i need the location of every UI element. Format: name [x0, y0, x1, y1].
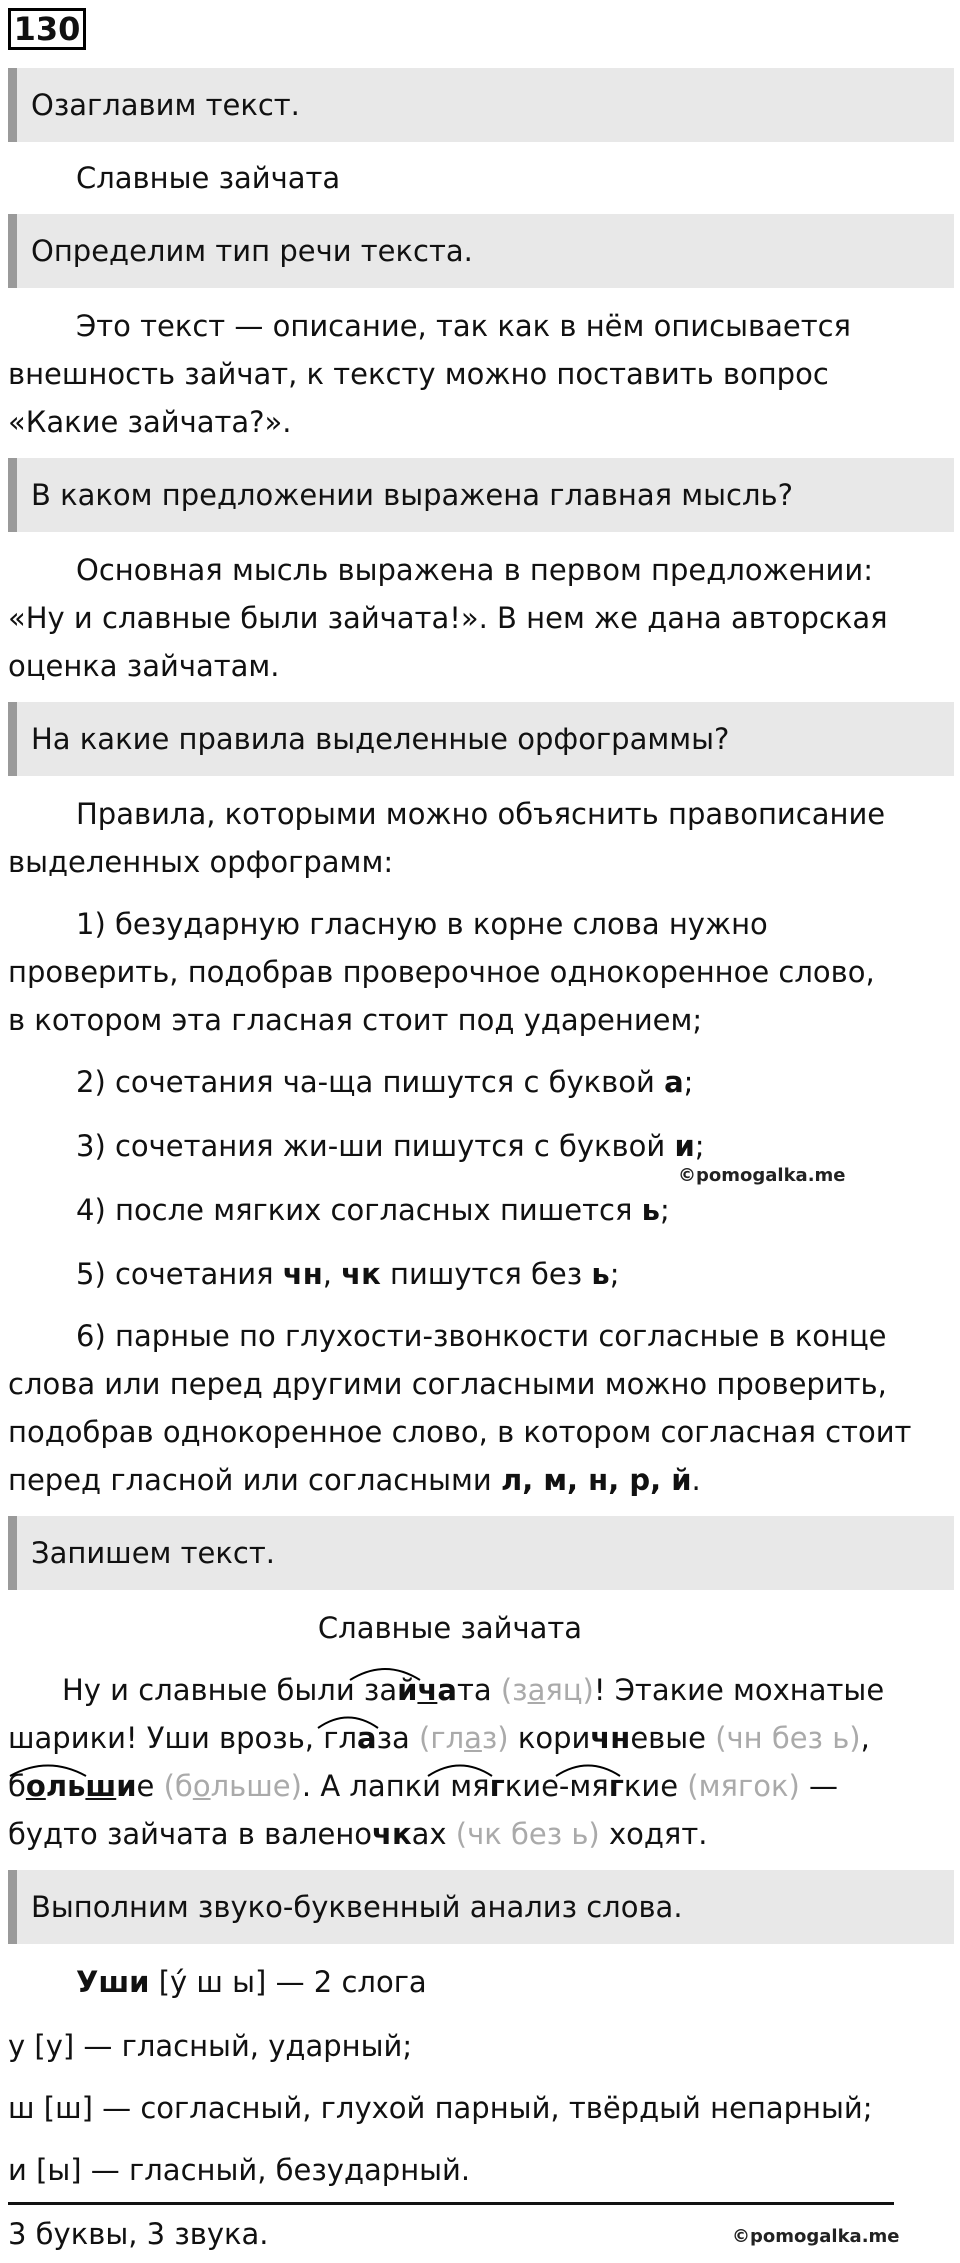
analysis-line: ш [ш] — согласный, глухой парный, твёрдый непарный; — [8, 2091, 873, 2125]
rule-5: 5) сочетания чн, чк пишутся без ь; — [76, 1257, 620, 1291]
text-line: Ну и славные были зайчата (заяц)! Этакие мохнатые — [62, 1673, 885, 1707]
task-number: 130 — [8, 8, 86, 50]
rule-6-line: слова или перед другими согласными можно проверить, — [8, 1367, 887, 1401]
rule-6-line: 6) парные по глухости-звонкости согласные в конце — [76, 1319, 887, 1353]
root-arc — [556, 1766, 620, 1777]
rules-intro-line: Правила, которыми можно объяснить правописание — [76, 797, 886, 831]
rule-4: 4) после мягких согласных пишется ь; — [76, 1193, 670, 1227]
task-header-rules: На какие правила выделенные орфограммы? — [8, 702, 954, 776]
analysis-line: и [ы] — гласный, безударный. — [8, 2153, 471, 2187]
root-arc — [10, 1766, 86, 1777]
root-arc — [428, 1766, 492, 1777]
text-line: большие (больше). А лапки мягкие-мягкие (мягок) — — [8, 1769, 838, 1803]
analysis-line: у [у] — гласный, ударный; — [8, 2029, 413, 2063]
answer-line: Основная мысль выражена в первом предложении: — [76, 553, 873, 587]
task-header-write: Запишем текст. — [8, 1516, 954, 1590]
task-header-type: Определим тип речи текста. — [8, 214, 954, 288]
task-header-title: Озаглавим текст. — [8, 68, 954, 142]
answer-line: Это текст — описание, так как в нём описывается — [76, 309, 851, 343]
text-line: будто зайчата в валеночках (чк без ь) ходят. — [8, 1817, 708, 1851]
answer-line: «Какие зайчата?». — [8, 405, 292, 439]
root-arc — [350, 1669, 420, 1680]
rule-6-line: перед гласной или согласными л, м, н, р, й. — [8, 1463, 701, 1497]
rules-intro-line: выделенных орфограмм: — [8, 845, 394, 879]
analysis-word: Уши [у́ ш ы] — 2 слога — [76, 1965, 427, 1999]
rule-6-line: подобрав однокоренное слово, в котором согласная стоит — [8, 1415, 912, 1449]
text-title: Славные зайчата — [76, 161, 341, 195]
rule-1-line: 1) безударную гласную в корне слова нужно — [76, 907, 768, 941]
analysis-summary: 3 буквы, 3 звука. — [8, 2217, 269, 2251]
rule-2: 2) сочетания ча-ща пишутся с буквой а; — [76, 1065, 694, 1099]
root-arc — [318, 1718, 378, 1729]
rule-3: 3) сочетания жи-ши пишутся с буквой и; — [76, 1129, 705, 1163]
task-header-main-idea: В каком предложении выражена главная мысль? — [8, 458, 954, 532]
rule-1-line: в котором эта гласная стоит под ударением; — [8, 1003, 703, 1037]
answer-line: «Ну и славные были зайчата!». В нем же дана авторская — [8, 601, 888, 635]
watermark: ©pomogalka.me — [678, 1165, 846, 1186]
answer-line: внешность зайчат, к тексту можно поставить вопрос — [8, 357, 829, 391]
watermark: ©pomogalka.me — [732, 2226, 900, 2247]
divider — [8, 2202, 894, 2205]
text-line: шарики! Уши врозь, глаза (глаз) коричневые (чн без ь), — [8, 1721, 870, 1755]
task-header-analysis: Выполним звуко-буквенный анализ слова. — [8, 1870, 954, 1944]
answer-line: оценка зайчатам. — [8, 649, 280, 683]
rule-1-line: проверить, подобрав проверочное однокоренное слово, — [8, 955, 875, 989]
text-title: Славные зайчата — [317, 1611, 583, 1645]
